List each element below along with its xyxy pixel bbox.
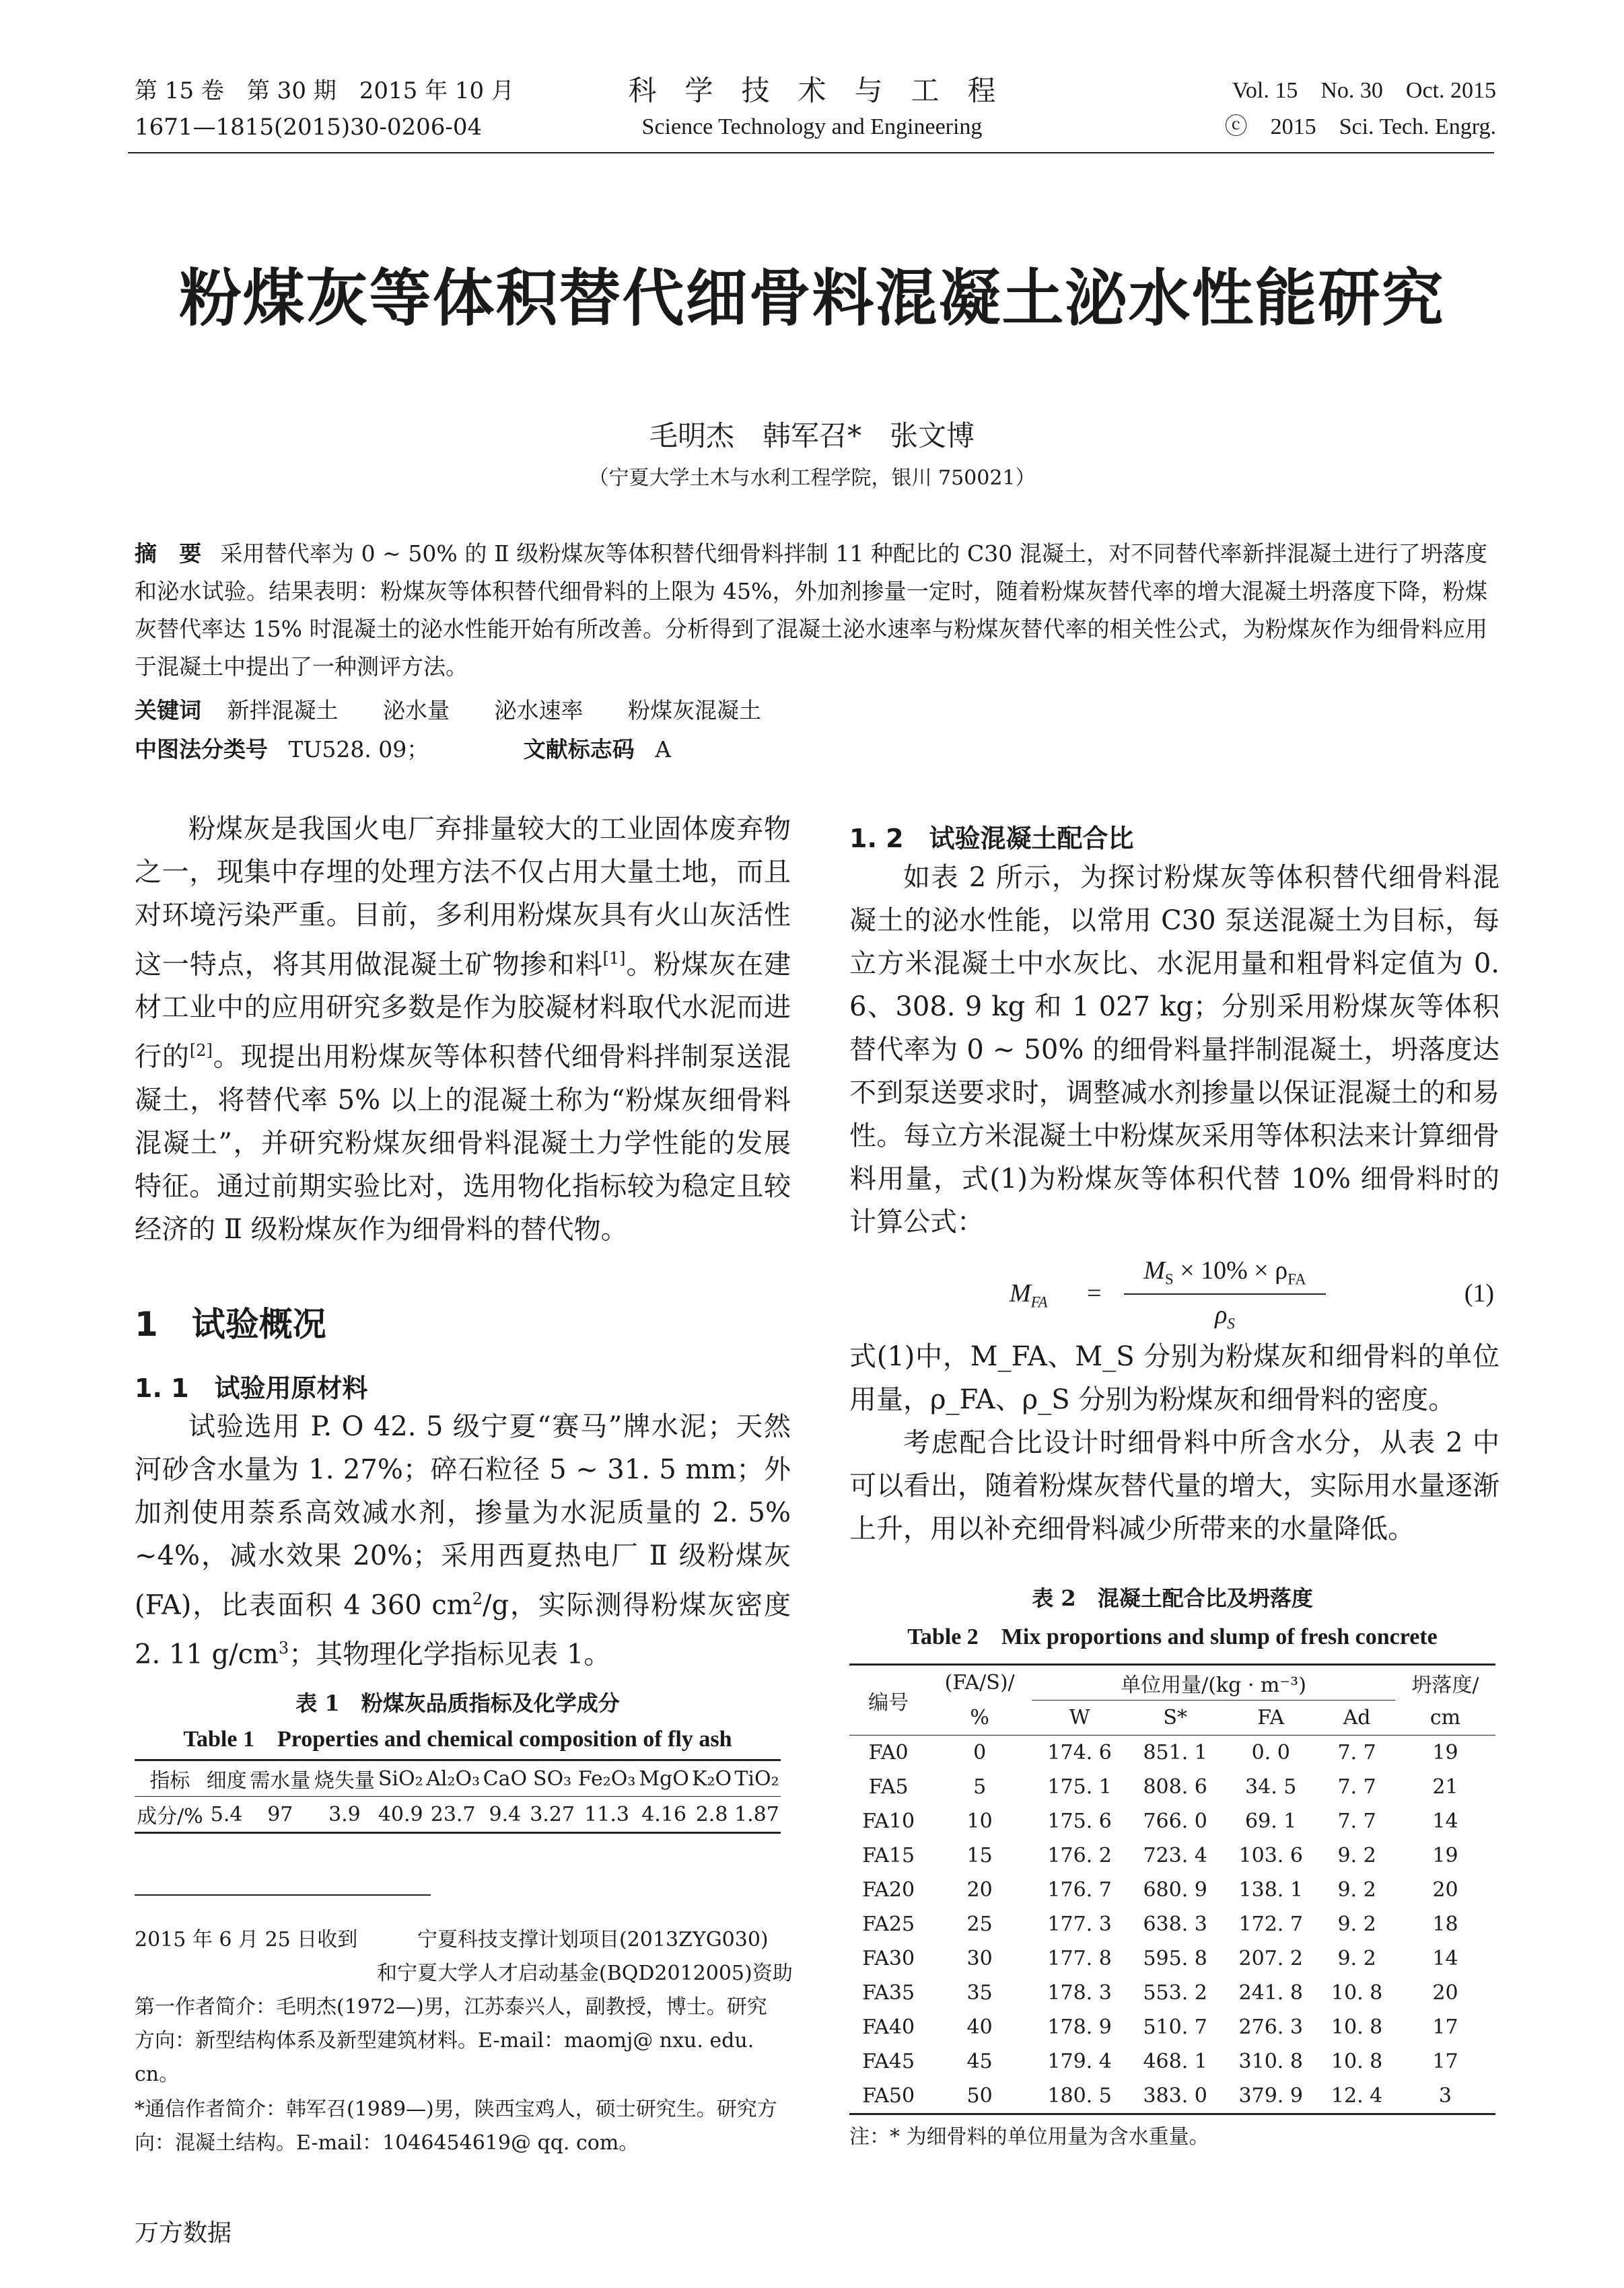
table-cell: 7. 7: [1337, 1775, 1376, 1799]
table-cell: 35: [966, 1981, 993, 2005]
table-cell: 19: [1432, 1741, 1458, 1764]
table-cell: 174. 6: [1047, 1741, 1112, 1764]
table-row: [849, 1770, 1495, 1804]
table2-caption-en: Table 2 Mix proportions and slump of fresh concrete: [907, 1624, 1438, 1649]
table-cell: 176. 7: [1047, 1878, 1112, 1902]
table2-note: 注：* 为细骨料的单位用量为含水重量。: [849, 2125, 1209, 2149]
table-cell: 179. 4: [1047, 2050, 1112, 2073]
table-cell: 7. 7: [1337, 1741, 1376, 1764]
table-row: [849, 1736, 1495, 1771]
copyright-line: ⓒ 2015 Sci. Tech. Engrg.: [1224, 114, 1496, 139]
table-row: [849, 2010, 1495, 2044]
table-row: [849, 1976, 1495, 2010]
table2-header-row: [849, 1665, 1495, 1701]
table-cell: FA20: [862, 1878, 915, 1902]
table-row: [849, 2079, 1495, 2114]
table-cell: 172. 7: [1238, 1912, 1303, 1936]
table-cell: 30: [966, 1947, 993, 1970]
table-cell: 553. 2: [1143, 1981, 1207, 2005]
superscript: 2: [472, 1589, 483, 1608]
abstract: [135, 535, 1487, 686]
intro-text: 。现提出用粉煤灰等体积替代细骨料拌制泵送混凝土，将替代率 5% 以上的混凝土称为“粉煤灰细骨料混凝土”，并研究粉煤灰细骨料混凝土力学性能的发展特征。通过前期实验比对，选用物化指标较为稳定且较经济的 Ⅱ 级粉煤灰作为细骨料的替代物。: [135, 1041, 791, 1245]
table-header-cell: W: [1069, 1706, 1090, 1729]
table-cell: FA15: [862, 1844, 915, 1867]
table-cell: 851. 1: [1143, 1741, 1207, 1764]
table-cell: FA10: [862, 1810, 915, 1833]
equation-numerator: [1121, 1256, 1329, 1289]
table-cell: 176. 2: [1047, 1844, 1112, 1867]
funding-line-1: 宁夏科技支撑计划项目(2013ZYG030): [417, 1928, 769, 1952]
corresponding-author-note: *通信作者简介：韩军召(1989—)男，陕西宝鸡人，硕士研究生。研究方向：混凝土结构。E-mail：1046454619@ qq. com。: [135, 2098, 777, 2155]
table-cell: 1.87: [734, 1802, 779, 1826]
paper-title: 粉煤灰等体积替代细骨料混凝土泌水性能研究: [179, 262, 1445, 334]
watermark: 万方数据: [135, 2219, 232, 2247]
table-header-cell: K₂O: [692, 1766, 732, 1791]
keyword: 新拌混凝土: [227, 697, 339, 723]
table-cell: FA35: [862, 1981, 915, 2005]
materials-text: 试验选用 P. O 42. 5 级宁夏“赛马”牌水泥；天然河砂含水量为 1. 27%；碎石粒径 5 ~ 31. 5 mm；外加剂使用萘系高效减水剂，掺量为水泥质量的 2. 5% ~4%，减水效果 20%；采用西夏热电厂 Ⅱ 级粉煤灰(FA)，比表面积 4 360 cm: [135, 1411, 791, 1621]
eq-symbol: ρ: [1215, 1301, 1228, 1329]
table-cell: 177. 3: [1047, 1912, 1112, 1936]
table-cell: 9.4: [489, 1802, 522, 1826]
table-header-cell: (FA/S)/: [944, 1671, 1015, 1695]
table-header-cell: Ad: [1343, 1706, 1371, 1729]
table2-body: [849, 1736, 1495, 2114]
table-cell: 9. 2: [1337, 1912, 1376, 1936]
table-cell: 20: [1432, 1878, 1458, 1902]
eq-subscript: FA: [1287, 1271, 1306, 1288]
journal-name: [606, 73, 1018, 145]
table-row: [849, 1941, 1495, 1976]
materials-paragraph: [135, 1405, 791, 1676]
keywords: [135, 693, 799, 725]
table-header-cell: 编号: [868, 1690, 909, 1715]
table-cell: FA45: [862, 2050, 915, 2073]
table-cell: 21: [1432, 1775, 1458, 1799]
funding-line-2: 和宁夏大学人才启动基金(BQD2012005)资助: [377, 1962, 793, 1985]
table-cell: 0: [973, 1741, 987, 1764]
table-header-cell: TiO₂: [734, 1766, 779, 1791]
table-cell: FA0: [868, 1741, 909, 1764]
table-cell: 4.16: [641, 1802, 686, 1826]
table-header-cell: CaO: [483, 1766, 528, 1791]
subsection-heading: 1. 1 试验用原材料: [135, 1373, 368, 1403]
table-cell: 40: [966, 2015, 993, 2039]
table-header-cell: FA: [1257, 1706, 1285, 1729]
table-cell: 383. 0: [1143, 2084, 1207, 2108]
document-code-label: 文献标志码: [523, 736, 635, 762]
table-cell: 11.3: [584, 1802, 629, 1826]
table-cell: 178. 9: [1047, 2015, 1112, 2039]
first-author-note: 第一作者简介：毛明杰(1972—)男，江苏泰兴人，副教授，博士。研究方向：新型结构体系及新型建筑材料。E-mail：maomj@ nxu. edu. cn。: [135, 1995, 767, 2086]
table-cell: 12. 4: [1331, 2084, 1383, 2108]
table-cell: 9. 2: [1337, 1947, 1376, 1970]
table-row: [135, 1797, 781, 1833]
table-cell: 3: [1438, 2084, 1452, 2108]
eq-symbol: M: [1143, 1256, 1166, 1285]
intro-text: 粉煤灰是我国火电厂弃排量较大的工业固体废弃物之一，现集中存埋的处理方法不仅占用大量土地，而且对环境污染严重。目前，多利用粉煤灰具有火山灰活性这一特点，将其用做混凝土矿物掺和料: [135, 814, 791, 980]
eq-symbol: M: [1010, 1279, 1031, 1308]
table-cell: 3.9: [328, 1802, 361, 1826]
citation-2: [2]: [189, 1041, 213, 1061]
table-cell: 20: [966, 1878, 993, 1902]
materials-text: /g，实际测得粉煤灰密度 2. 11 g/cm: [135, 1589, 791, 1670]
table-cell: 45: [966, 2050, 993, 2073]
subsection-heading: 1. 2 试验混凝土配合比: [849, 824, 1134, 853]
table-cell: 175. 1: [1047, 1775, 1112, 1799]
table-cell: 3.27: [530, 1802, 575, 1826]
table-cell: 180. 5: [1047, 2084, 1112, 2108]
superscript: 3: [278, 1639, 289, 1658]
classification-value: TU528. 09；: [288, 736, 429, 762]
table-cell: 10. 8: [1331, 1981, 1383, 2005]
table-row: [849, 1873, 1495, 1907]
table-cell: 103. 6: [1238, 1844, 1303, 1867]
table-cell: 766. 0: [1143, 1810, 1207, 1833]
table-header-cell: 指标: [149, 1769, 190, 1793]
table-cell: 15: [966, 1844, 993, 1867]
intro-text: 。粉煤灰在建材工业中的应用研究多数是作为胶凝材料取代水泥而进行的: [135, 949, 791, 1073]
materials-text: ；其物理化学指标见表 1。: [289, 1639, 611, 1670]
table-cell: 成分/%: [137, 1805, 203, 1828]
classification: [135, 732, 671, 764]
abstract-text: 采用替代率为 0 ~ 50% 的 Ⅱ 级粉煤灰等体积替代细骨料拌制 11 种配比的 C30 混凝土，对不同替代率新拌混凝土进行了坍落度和泌水试验。结果表明：粉煤灰等体积替代细骨料的上限为 45%，外加剂掺量一定时，随着粉煤灰替代率的增大混凝土坍落度下降，粉煤灰替代率达 15% 时混凝土的泌水性能开始有所改善。分析得到了混凝土泌水速率与粉煤灰替代率的相关性公式，为粉煤灰作为细骨料应用于混凝土中提出了一种测评方法。: [135, 540, 1487, 680]
table-cell: 40.9: [378, 1802, 423, 1826]
article-number: 1671—1815(2015)30-0206-04: [135, 114, 483, 141]
table-header-cell: Fe₂O₃: [577, 1766, 636, 1791]
table-cell: 17: [1432, 2050, 1458, 2073]
table-cell: 175. 6: [1047, 1810, 1112, 1833]
journal-volume-info: [1225, 73, 1496, 145]
table-cell: 19: [1432, 1844, 1458, 1867]
table1-header-row: [135, 1760, 781, 1797]
table-header-cell: cm: [1429, 1705, 1461, 1729]
volume-line: Vol. 15 No. 30 Oct. 2015: [1232, 78, 1496, 103]
received-date: 2015 年 6 月 25 日收到: [135, 1928, 358, 1952]
equals-sign: =: [1087, 1279, 1102, 1308]
keyword: 泌水量: [383, 697, 450, 723]
table-row: [849, 1804, 1495, 1838]
equation-explanation: 式(1)中，M_FA、M_S 分别为粉煤灰和细骨料的单位用量，ρ_FA、ρ_S 分别为粉煤灰和细骨料的密度。: [849, 1341, 1499, 1415]
footnote-rule: [135, 1894, 431, 1896]
table-cell: 379. 9: [1238, 2084, 1303, 2108]
table-cell: FA25: [862, 1912, 915, 1936]
eq-subscript: FA: [1030, 1293, 1048, 1311]
table-cell: 5: [973, 1775, 987, 1799]
equation-1: [1010, 1252, 1494, 1339]
table-cell: FA40: [862, 2015, 915, 2039]
table-cell: 9. 2: [1337, 1878, 1376, 1902]
table-cell: 595. 8: [1143, 1947, 1207, 1970]
abstract-label: 摘 要: [135, 540, 202, 567]
table-cell: 723. 4: [1143, 1844, 1207, 1867]
table-cell: 2.8: [695, 1802, 728, 1826]
table1: [135, 1759, 781, 1834]
journal-issue-info: [135, 73, 514, 145]
equation-denominator: [1121, 1300, 1329, 1333]
keyword: 泌水速率: [494, 697, 584, 723]
table-cell: 468. 1: [1143, 2050, 1207, 2073]
equation-lhs: [1010, 1279, 1048, 1312]
table-cell: 17: [1432, 2015, 1458, 2039]
table-cell: 241. 8: [1238, 1981, 1303, 2005]
table-cell: 138. 1: [1238, 1878, 1303, 1902]
keyword: 粉煤灰混凝土: [628, 697, 761, 723]
header-rule: [128, 152, 1494, 153]
table-cell: 14: [1432, 1810, 1458, 1833]
table-cell: 510. 7: [1143, 2015, 1207, 2039]
table-cell: 10. 8: [1331, 2050, 1383, 2073]
table-cell: 680. 9: [1143, 1878, 1207, 1902]
affiliation: （宁夏大学土木与水利工程学院，银川 750021）: [588, 466, 1036, 490]
table-cell: 10: [966, 1810, 993, 1833]
table-cell: 0. 0: [1251, 1741, 1290, 1764]
water-paragraph: 考虑配合比设计时细骨料中所含水分，从表 2 中可以看出，随着粉煤灰替代量的增大，实际用水量逐渐上升，用以补充细骨料减少所带来的水量降低。: [849, 1427, 1499, 1544]
table-row: [849, 1838, 1495, 1873]
table-cell: FA50: [862, 2084, 915, 2108]
table-header-cell: SiO₂: [378, 1766, 423, 1791]
citation-1: [1]: [602, 949, 626, 968]
table-header-cell: 单位用量/(kg · m⁻³): [1032, 1665, 1395, 1701]
table2-caption-cn: 表 2 混凝土配合比及坍落度: [1032, 1585, 1313, 1611]
mix-paragraph: 如表 2 所示，为探讨粉煤灰等体积替代细骨料混凝土的泌水性能，以常用 C30 泵送混凝土为目标，每立方米混凝土中水灰比、水泥用量和粗骨料定值为 0. 6、308. 9 kg 和 1 027 kg；分别采用粉煤灰等体积替代率为 0 ~ 50% 的细骨料量拌制混凝土，坍落度达不到泵送要求时，调整减水剂掺量以保证混凝土的和易性。每立方米混凝土中粉煤灰采用等体积法来计算细骨料用量，式(1)为粉煤灰等体积代替 10% 细骨料时的计算公式：: [849, 862, 1499, 1238]
table-cell: FA5: [868, 1775, 909, 1799]
table-header-cell: S*: [1163, 1706, 1187, 1729]
document-code-value: A: [655, 736, 672, 762]
section-heading: 1 试验概况: [135, 1305, 326, 1344]
table-header-cell: Al₂O₃: [426, 1766, 481, 1791]
table-header-cell: SO₃: [533, 1766, 572, 1791]
table-cell: 23.7: [430, 1802, 476, 1826]
author-list: 毛明杰 韩军召* 张文博: [649, 419, 975, 452]
table-cell: 177. 8: [1047, 1947, 1112, 1970]
intro-paragraph: [135, 808, 791, 1251]
table-header-cell: 烧失量: [314, 1769, 375, 1793]
table-header-cell: 需水量: [250, 1769, 311, 1793]
table-header-cell: 细度: [206, 1769, 247, 1793]
table-header-cell: MgO: [639, 1766, 689, 1791]
journal-name-cn: 科 学 技 术 与 工 程: [628, 74, 996, 107]
table-cell: 808. 6: [1143, 1775, 1207, 1799]
equation-number: (1): [1464, 1279, 1494, 1308]
keywords-label: 关键词: [135, 697, 201, 723]
table-header-cell: 坍落度/: [1411, 1673, 1479, 1697]
table-cell: 97: [267, 1802, 293, 1826]
table-cell: 10. 8: [1331, 2015, 1383, 2039]
table-header-cell: %: [970, 1705, 989, 1729]
table-cell: 18: [1432, 1912, 1458, 1936]
table-cell: FA30: [862, 1947, 915, 1970]
fraction-bar: [1124, 1293, 1326, 1295]
table-row: [849, 2044, 1495, 2079]
classification-label: 中图法分类号: [135, 736, 268, 762]
eq-subscript: S: [1165, 1271, 1174, 1288]
table-cell: 50: [966, 2084, 993, 2108]
table-cell: 34. 5: [1245, 1775, 1297, 1799]
table-cell: 25: [966, 1912, 993, 1936]
table-cell: 7. 7: [1337, 1810, 1376, 1833]
table-row: [849, 1907, 1495, 1941]
journal-name-en: Science Technology and Engineering: [641, 114, 983, 139]
issue-line: 第 15 卷 第 30 期 2015 年 10 月: [135, 77, 514, 104]
table-cell: 638. 3: [1143, 1912, 1207, 1936]
table-cell: 20: [1432, 1981, 1458, 2005]
table-cell: 310. 8: [1238, 2050, 1303, 2073]
eq-subscript: S: [1227, 1315, 1235, 1332]
table1-caption-cn: 表 1 粉煤灰品质指标及化学成分: [295, 1690, 620, 1716]
table2: [849, 1664, 1495, 2115]
table-cell: 69. 1: [1245, 1810, 1297, 1833]
table-cell: 5.4: [210, 1802, 243, 1826]
table2-subheader-row: [849, 1701, 1495, 1736]
table1-caption-en: Table 1 Properties and chemical composition of fly ash: [183, 1727, 732, 1752]
table-cell: 276. 3: [1238, 2015, 1303, 2039]
table-cell: 207. 2: [1238, 1947, 1303, 1970]
table-cell: 14: [1432, 1947, 1458, 1970]
table-cell: 9. 2: [1337, 1844, 1376, 1867]
table-cell: 178. 3: [1047, 1981, 1112, 2005]
eq-symbol: × 10% × ρ: [1173, 1256, 1288, 1285]
